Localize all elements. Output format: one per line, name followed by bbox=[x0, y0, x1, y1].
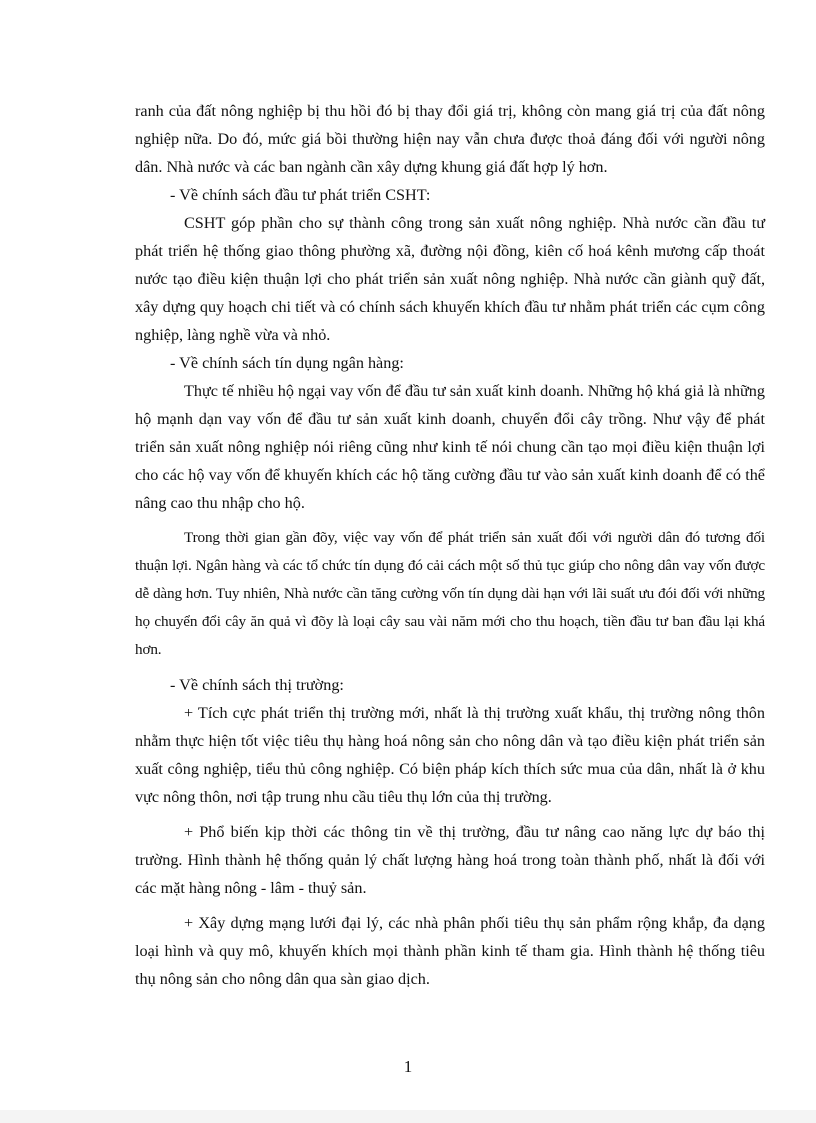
paragraph-market-development: + Tích cực phát triển thị trường mới, nhất là thị trường xuất khẩu, thị trường nông thôn nhằm thực hiện tốt việc tiêu thụ hàng hoá nông sản cho nông dân và tạo điều kiện phát triển sản xuất công nghiệp, tiểu thủ công nghiệp. Có biện pháp kích thích sức mua của dân, nhất là ở khu vực nông thôn, nơi tập trung nhu cầu tiêu thụ lớn của thị trường. bbox=[135, 704, 765, 806]
heading-credit-policy: - Về chính sách tín dụng ngân hàng: bbox=[170, 354, 404, 372]
paragraph-infrastructure: CSHT góp phần cho sự thành công trong sản xuất nông nghiệp. Nhà nước cần đầu tư phát triển hệ thống giao thông phường xã, đường nội đồng, kiên cố hoá kênh mương cấp thoát nước tạo điều kiện thuận lợi cho phát triển sản xuất nông nghiệp. Nhà nước cần giành quỹ đất, xây dựng quy hoạch chi tiết và có chính sách khuyến khích đầu tư nhằm phát triển các cụm công nghiệp, làng nghề vừa và nhỏ. bbox=[135, 214, 765, 344]
page-bottom-edge bbox=[0, 1110, 816, 1123]
paragraph-distribution-network: + Xây dựng mạng lưới đại lý, các nhà phân phối tiêu thụ sản phẩm rộng khắp, đa dạng loại hình và quy mô, khuyến khích mọi thành phần kinh tế tham gia. Hình thành hệ thống tiêu thụ nông sản cho nông dân qua sàn giao dịch. bbox=[135, 914, 765, 988]
paragraph-credit-recent: Trong thời gian gần đõy, việc vay vốn để phát triển sản xuất đối với người dân đó tương đối thuận lợi. Ngân hàng và các tổ chức tín dụng đó cải cách một số thủ tục giúp cho nông dân vay vốn được dễ dàng hơn. Tuy nhiên, Nhà nước cần tăng cường vốn tín dụng dài hạn với lãi suất ưu đói đối với những họ chuyển đổi cây ăn quả vì đõy là loại cây sau vài năm mới cho thu hoạch, tiền đầu tư ban đầu lại khá hơn. bbox=[135, 529, 765, 658]
paragraph-market-information: + Phổ biến kịp thời các thông tin về thị trường, đầu tư nâng cao năng lực dự báo thị trường. Hình thành hệ thống quản lý chất lượng hàng hoá trong toàn thành phố, nhất là đối với các mặt hàng nông - lâm - thuỷ sản. bbox=[135, 823, 765, 897]
page-number: 1 bbox=[403, 1057, 413, 1076]
paragraph-credit-households: Thực tế nhiều hộ ngại vay vốn để đầu tư sản xuất kinh doanh. Những hộ khá giả là những hộ mạnh dạn vay vốn để đầu tư sản xuất kinh doanh, chuyển đổi cây trồng. Như vậy để phát triển sản xuất nông nghiệp nói riêng cũng như kinh tế nói chung cần tạo mọi điều kiện thuận lợi cho các hộ vay vốn để khuyến khích các hộ tăng cường đầu tư vào sản xuất kinh doanh để có thể nâng cao thu nhập cho hộ. bbox=[135, 382, 765, 512]
document-body bbox=[135, 97, 765, 993]
paragraph-land-price: ranh của đất nông nghiệp bị thu hồi đó bị thay đổi giá trị, không còn mang giá trị của đất nông nghiệp nữa. Do đó, mức giá bồi thường hiện nay vẫn chưa được thoả đáng đối với người nông dân. Nhà nước và các ban ngành cần xây dựng khung giá đất hợp lý hơn. bbox=[135, 102, 765, 176]
heading-market-policy: - Về chính sách thị trường: bbox=[170, 676, 344, 694]
heading-infrastructure-policy: - Về chính sách đầu tư phát triển CSHT: bbox=[170, 186, 431, 204]
